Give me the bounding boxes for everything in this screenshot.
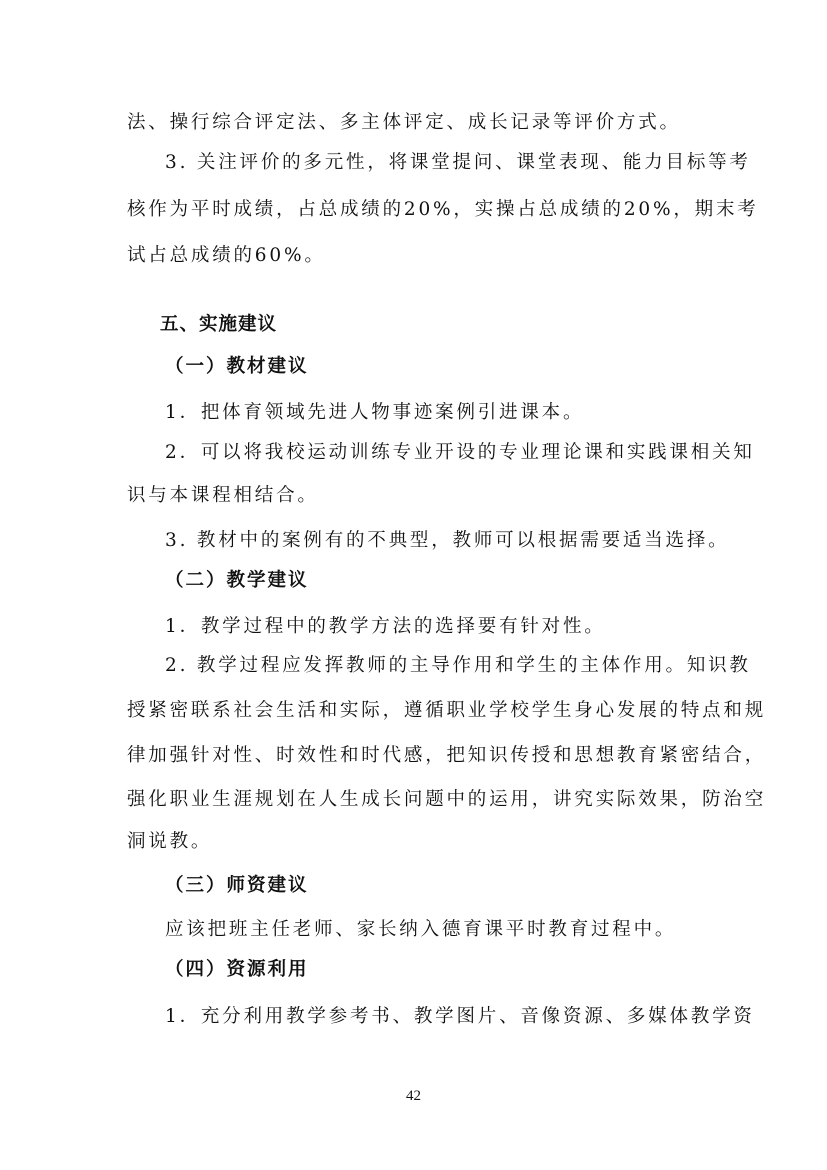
paragraph-line: 1．充分利用教学参考书、教学图片、音像资源、多媒体教学资 — [165, 1006, 755, 1027]
paragraph-line: 律加强针对性、时效性和时代感，把知识传授和思想教育紧密结合， — [127, 745, 767, 766]
paragraph-line: 1．把体育领域先进人物事迹案例引进课本。 — [165, 402, 585, 423]
paragraph-line: 识与本课程相结合。 — [127, 485, 319, 506]
subsection-heading: （二）教学建议 — [165, 570, 309, 591]
section-heading: 五、实施建议 — [160, 314, 278, 335]
paragraph-line: 2. 教学过程应发挥教师的主导作用和学生的主体作用。知识教 — [165, 655, 751, 676]
subsection-heading: （四）资源利用 — [165, 959, 309, 980]
page-number: 42 — [406, 1088, 421, 1104]
paragraph-line: 3. 教材中的案例有的不典型，教师可以根据需要适当选择。 — [165, 530, 730, 551]
subsection-heading: （三）师资建议 — [165, 875, 309, 896]
paragraph-line: 强化职业生涯规划在人生成长问题中的运用，讲究实际效果，防治空 — [127, 789, 767, 810]
paragraph-line: 核作为平时成绩，占总成绩的20%，实操占总成绩的20%，期末考 — [127, 199, 759, 220]
paragraph-line: 3. 关注评价的多元性，将课堂提问、课堂表现、能力目标等考 — [165, 152, 751, 173]
paragraph-line: 洞说教。 — [127, 831, 213, 852]
paragraph-line: 试占总成绩的60%。 — [127, 245, 326, 266]
paragraph-line: 2．可以将我校运动训练专业开设的专业理论课和实践课相关知 — [165, 442, 755, 463]
paragraph-line: 应该把班主任老师、家长纳入德育课平时教育过程中。 — [165, 919, 677, 940]
paragraph-line: 1．教学过程中的教学方法的选择要有针对性。 — [165, 616, 606, 637]
subsection-heading: （一）教材建议 — [165, 356, 309, 377]
paragraph-line: 授紧密联系社会生活和实际，遵循职业学校学生身心发展的特点和规 — [127, 700, 767, 721]
paragraph-line: 法、操行综合评定法、多主体评定、成长记录等评价方式。 — [127, 112, 681, 133]
